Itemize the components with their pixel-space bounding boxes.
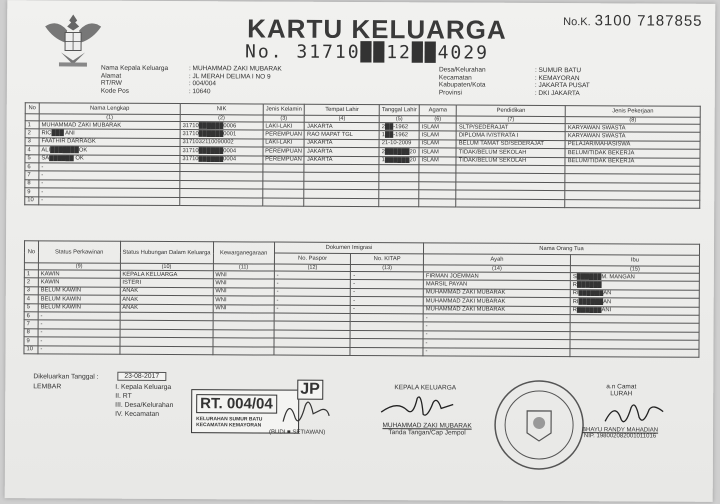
head-signature-icon [377,390,457,420]
table-cell: - [274,288,351,297]
col-number: (1) [39,114,180,122]
table-cell [419,198,456,207]
col-number: (10) [120,263,213,270]
col-subheader: Ayah [423,254,570,266]
col-header: Tanggal Lahir [379,105,419,116]
table-cell: - [423,314,570,323]
table-cell: 6 [24,312,38,320]
table-cell [263,164,305,173]
table-cell: 1██-1962 [379,131,419,140]
table-cell: KARYAWAN SWASTA [565,124,700,133]
copy-item: II. RT [115,392,132,400]
header-value: : 10640 [188,87,211,95]
table-cell: - [351,271,424,280]
col-number: (5) [379,116,419,123]
table-cell [262,181,304,190]
table-cell: 4 [25,146,39,154]
header-right-labels [439,66,519,97]
table-cell: - [39,171,180,180]
table-cell: 7 [25,171,39,179]
table-cell: 7 [24,320,38,328]
table-cell [379,181,419,190]
official-seal-icon [493,379,585,471]
col-header: Tempat Lahir [305,104,380,115]
table-cell: PEREMPUAN [263,130,305,139]
copy-item: III. Desa/Kelurahan [115,401,174,410]
table-cell: 3171032110090002 [180,138,263,147]
table-cell: - [38,312,120,321]
table-cell: KAWIN [38,270,120,279]
table-cell: 10 [24,345,38,353]
table-cell: RI██████AN [570,298,699,307]
table-cell: KAWIN [38,278,120,287]
table-cell: JAKARTA [305,122,380,131]
table-cell: RIC███ ANI [39,129,180,138]
table-cell [456,199,565,208]
rt-stamp-number: RT. 004/04 [196,394,277,413]
col-header: Status Perkawinan [38,241,120,263]
table-cell: 9 [24,337,38,345]
table-cell: 10 [25,196,39,204]
table-cell [419,182,456,191]
rt-stamp-line: KELURAHAN SUMUR BATU [196,416,263,423]
table-cell: - [351,305,424,314]
header-value: : DKI JAKARTA [534,89,580,97]
table-cell: S██████M. MANGAN [570,273,699,282]
table-cell: 6 [25,163,39,171]
head-signature-block [357,422,497,437]
serial-value: 3100 7187855 [594,12,703,30]
header-label: Alamat [100,72,122,80]
table-cell: - [38,337,120,346]
table-cell [213,313,274,322]
table-cell: ISLAM [419,156,456,165]
table-cell: WNI [213,279,274,288]
header-value: : KEMAYORAN [534,74,580,82]
table-cell: R██████ [570,281,699,290]
col-number: (3) [263,115,305,122]
table-cell: JAKARTA [304,147,379,156]
header-label: Kabupaten/Kota [438,81,486,89]
table-cell: KARYAWAN SWASTA [565,132,700,141]
table-cell: 3 [24,287,38,295]
table-cell [304,181,379,190]
col-number: (6) [419,116,456,123]
table-cell: - [274,271,351,280]
table-cell: - [423,339,570,348]
serial-label: No.K. [563,16,591,29]
col-subheader: Ibu [570,255,699,267]
table-cell: 31710██████0004 [180,147,263,156]
table-cell [379,190,419,199]
table-cell: ANAK [120,304,213,313]
col-subheader: No. Paspor [274,253,351,264]
header-value: : JAKARTA PUSAT [534,82,590,90]
table-cell: 9 [25,188,39,196]
issued-label: Dikeluarkan Tanggal : [33,373,99,381]
table-cell: TIDAK/BELUM SEKOLAH [456,148,565,157]
table-cell: - [39,163,180,172]
col-number: (2) [180,115,263,122]
table-cell: 1 [24,270,38,278]
table-cell: WNI [213,271,274,280]
table-cell: RI██████AN [570,289,699,298]
header-value: : MUHAMMAD ZAKI MUBARAK [188,65,282,73]
table-cell: - [351,297,424,306]
table-cell [419,173,456,182]
table-cell [570,348,699,357]
table-cell: 2 [25,129,39,137]
table-cell [263,172,305,181]
table-cell: - [423,347,570,356]
table-cell: - [423,331,570,340]
table-cell [379,198,419,207]
table-cell [304,198,379,207]
col-number [25,114,39,121]
jp-stamp: JP [297,380,323,400]
table-cell [379,165,419,174]
table-cell: 5 [24,303,38,311]
header-label: Desa/Kelurahan [438,66,486,74]
col-header: No [25,103,39,114]
col-header: NIK [180,104,263,115]
head-name: MUHAMMAD ZAKI MUBARAK [382,422,472,430]
table-cell [379,173,419,182]
table-cell: SA██████ OK [39,154,180,163]
rt-stamp-line: KECAMATAN KEMAYORAN [196,422,262,429]
table-cell: MUHAMMAD ZAKI MUBARAK [39,121,180,130]
head-caption: Tanda Tangan/Cap Jempol [388,429,466,437]
table-cell: LAKI-LAKI [263,122,305,131]
table-cell: - [38,345,120,354]
table-cell: 31710██████0001 [180,130,263,139]
table-cell [419,190,456,199]
col-number: (13) [351,264,424,271]
table-cell [274,347,351,356]
col-header: No [24,241,38,263]
table-cell: LAKI-LAKI [263,139,305,148]
col-subheader: No. KITAP [351,253,424,264]
table-cell: 2██-1962 [379,123,419,132]
table-cell: SLTP/SEDERAJAT [456,123,565,132]
col-number: (9) [38,263,120,270]
rt-signature-name: (BUDI ■ SETIAWAN) [269,429,326,436]
table-cell: MARSIL PAYAN [423,280,570,289]
head-signature-label: KEPALA KELUARGA [394,384,457,392]
official-name: BHAYU RANDY MAHADIAN [581,427,659,434]
header-label: Kecamatan [438,74,472,82]
table-cell: MUHAMMAD ZAKI MUBARAK [423,289,570,298]
table-cell [304,189,379,198]
table-cell: FIRMAN JOEMMAN [423,272,570,281]
official-signature-icon [603,397,665,429]
table-cell: - [274,296,351,305]
table-cell: 8 [25,179,39,187]
copy-item: IV. Kecamatan [115,410,160,418]
table-cell: ISLAM [419,148,456,157]
table-cell: 1 [25,121,39,129]
table-cell: WNI [213,288,274,297]
table-cell: JAKARTA [304,139,379,148]
table-cell: 2██████20 [379,148,419,157]
table-cell: WNI [213,296,274,305]
col-header: Dokumen Imigrasi [274,242,423,254]
family-status-table [23,240,700,357]
table-cell [213,321,274,330]
col-number: (14) [423,265,570,273]
col-header: Nama Orang Tua [424,243,700,255]
official-signature-label [591,383,651,397]
table-cell: R██████ANI [570,306,699,315]
table-cell: 5 [25,154,39,162]
table-cell: - [39,188,180,197]
serial-number [563,12,702,30]
copy-item: I. Kepala Keluarga [115,383,172,392]
table-cell: - [39,196,180,205]
header-value: : JL MERAH DELIMA I NO 9 [188,72,271,81]
table-cell: 2 [24,278,38,286]
table-cell [262,198,304,207]
table-cell: BELUM/TIDAK BEKERJA [565,157,700,166]
table-cell: BELUM KAWIN [38,287,120,296]
table-cell: BELUM/TIDAK BEKERJA [565,149,700,158]
family-members-table [24,102,701,208]
table-cell: JAKARTA [304,156,379,165]
table-cell: RAO MAPAT TGL [304,131,379,140]
table-cell: ISTERI [120,279,213,288]
table-cell: KEPALA KELUARGA [120,270,213,279]
table-cell: ALI███████OK [39,146,180,155]
rt-signature-icon [275,392,335,432]
table-cell: MUHAMMAD ZAKI MUBARAK [423,297,570,306]
table-cell: - [351,280,424,289]
col-number: (12) [274,264,351,271]
official-nip: NIP. 198002082001011016 [583,433,657,440]
table-cell: 31710██████0004 [180,155,263,164]
document-number: No. 31710██12██4029 [244,41,489,64]
table-cell: BELUM KAWIN [38,303,120,312]
table-cell: BELUM KAWIN [38,295,120,304]
table-cell [419,165,456,174]
table-cell: - [423,322,570,331]
table-cell: PEREMPUAN [263,147,305,156]
col-header: Jenis Kelamin [263,104,305,115]
table-cell: ISLAM [419,123,456,132]
family-card-document [5,0,716,502]
header-label: RT/RW [100,79,122,87]
rt-stamp-text [196,416,262,428]
table-cell: 1██████20 [379,156,419,165]
header-value: : 004/004 [188,80,217,88]
lembar-label: LEMBAR [33,383,62,391]
table-cell: BELUM TAMAT SD/SEDERAJAT [456,140,565,149]
copies-list [115,383,173,419]
col-number: (15) [570,266,699,274]
col-header: Pendidikan [456,105,565,117]
col-number: (11) [213,264,274,271]
table-cell: FAATHIR DARRAGK [39,138,180,147]
col-number [24,263,38,270]
official-sub: LURAH [610,390,633,398]
header-label: Kode Pos [100,87,130,95]
issued-date: 23-08-2017 [117,372,166,381]
header-left-values [189,65,319,96]
table-cell: PELAJAR/MAHASISWA [565,140,700,149]
col-header: Jenis Pekerjaan [565,106,700,118]
col-number: (7) [456,116,565,124]
table-cell: ISLAM [419,131,456,140]
table-cell: ANAK [120,295,213,304]
table-cell: DIPLOMA IV/STRATA I [456,131,565,140]
table-cell: 21-10-2009 [379,139,419,148]
table-cell: 8 [24,328,38,336]
col-header: Agama [419,105,456,116]
table-cell: PEREMPUAN [263,156,305,165]
official-label: a.n Camat [606,383,637,391]
table-cell: - [38,329,120,338]
col-header: Kewarganegaraan [213,242,274,264]
table-cell: - [39,180,180,189]
col-number: (8) [565,117,700,125]
table-cell: 3 [25,138,39,146]
table-cell [213,346,274,355]
table-cell: MUHAMMAD ZAKI MUBARAK [423,305,570,314]
table-cell [350,347,423,356]
table-cell: ISLAM [419,140,456,149]
table-cell: - [38,320,120,329]
table-cell [120,346,213,355]
document-title: KARTU KELUARGA [247,13,507,45]
header-value: : SUMUR BATU [534,66,582,75]
table-cell: WNI [213,304,274,313]
table-cell: 4 [24,295,38,303]
header-right-values [535,67,645,98]
col-header: Nama Lengkap [39,103,180,115]
header-label: Nama Kepala Keluarga [100,64,169,72]
table-cell [565,199,700,208]
garuda-emblem-icon [41,8,105,70]
table-cell: - [274,279,351,288]
table-cell: ANAK [120,287,213,296]
table-cell: 31710██████0006 [180,122,263,131]
header-label: Provinsi [438,89,462,97]
table-cell: - [274,305,351,314]
table-cell: - [351,288,424,297]
official-signature-block [565,427,675,440]
table-cell [180,197,263,206]
table-cell [262,189,304,198]
table-cell [213,338,274,347]
col-header: Status Hubungan Dalam Keluarga [120,241,213,263]
table-cell: TIDAK/BELUM SEKOLAH [456,157,565,166]
col-number: (4) [305,115,380,122]
table-cell [213,329,274,338]
